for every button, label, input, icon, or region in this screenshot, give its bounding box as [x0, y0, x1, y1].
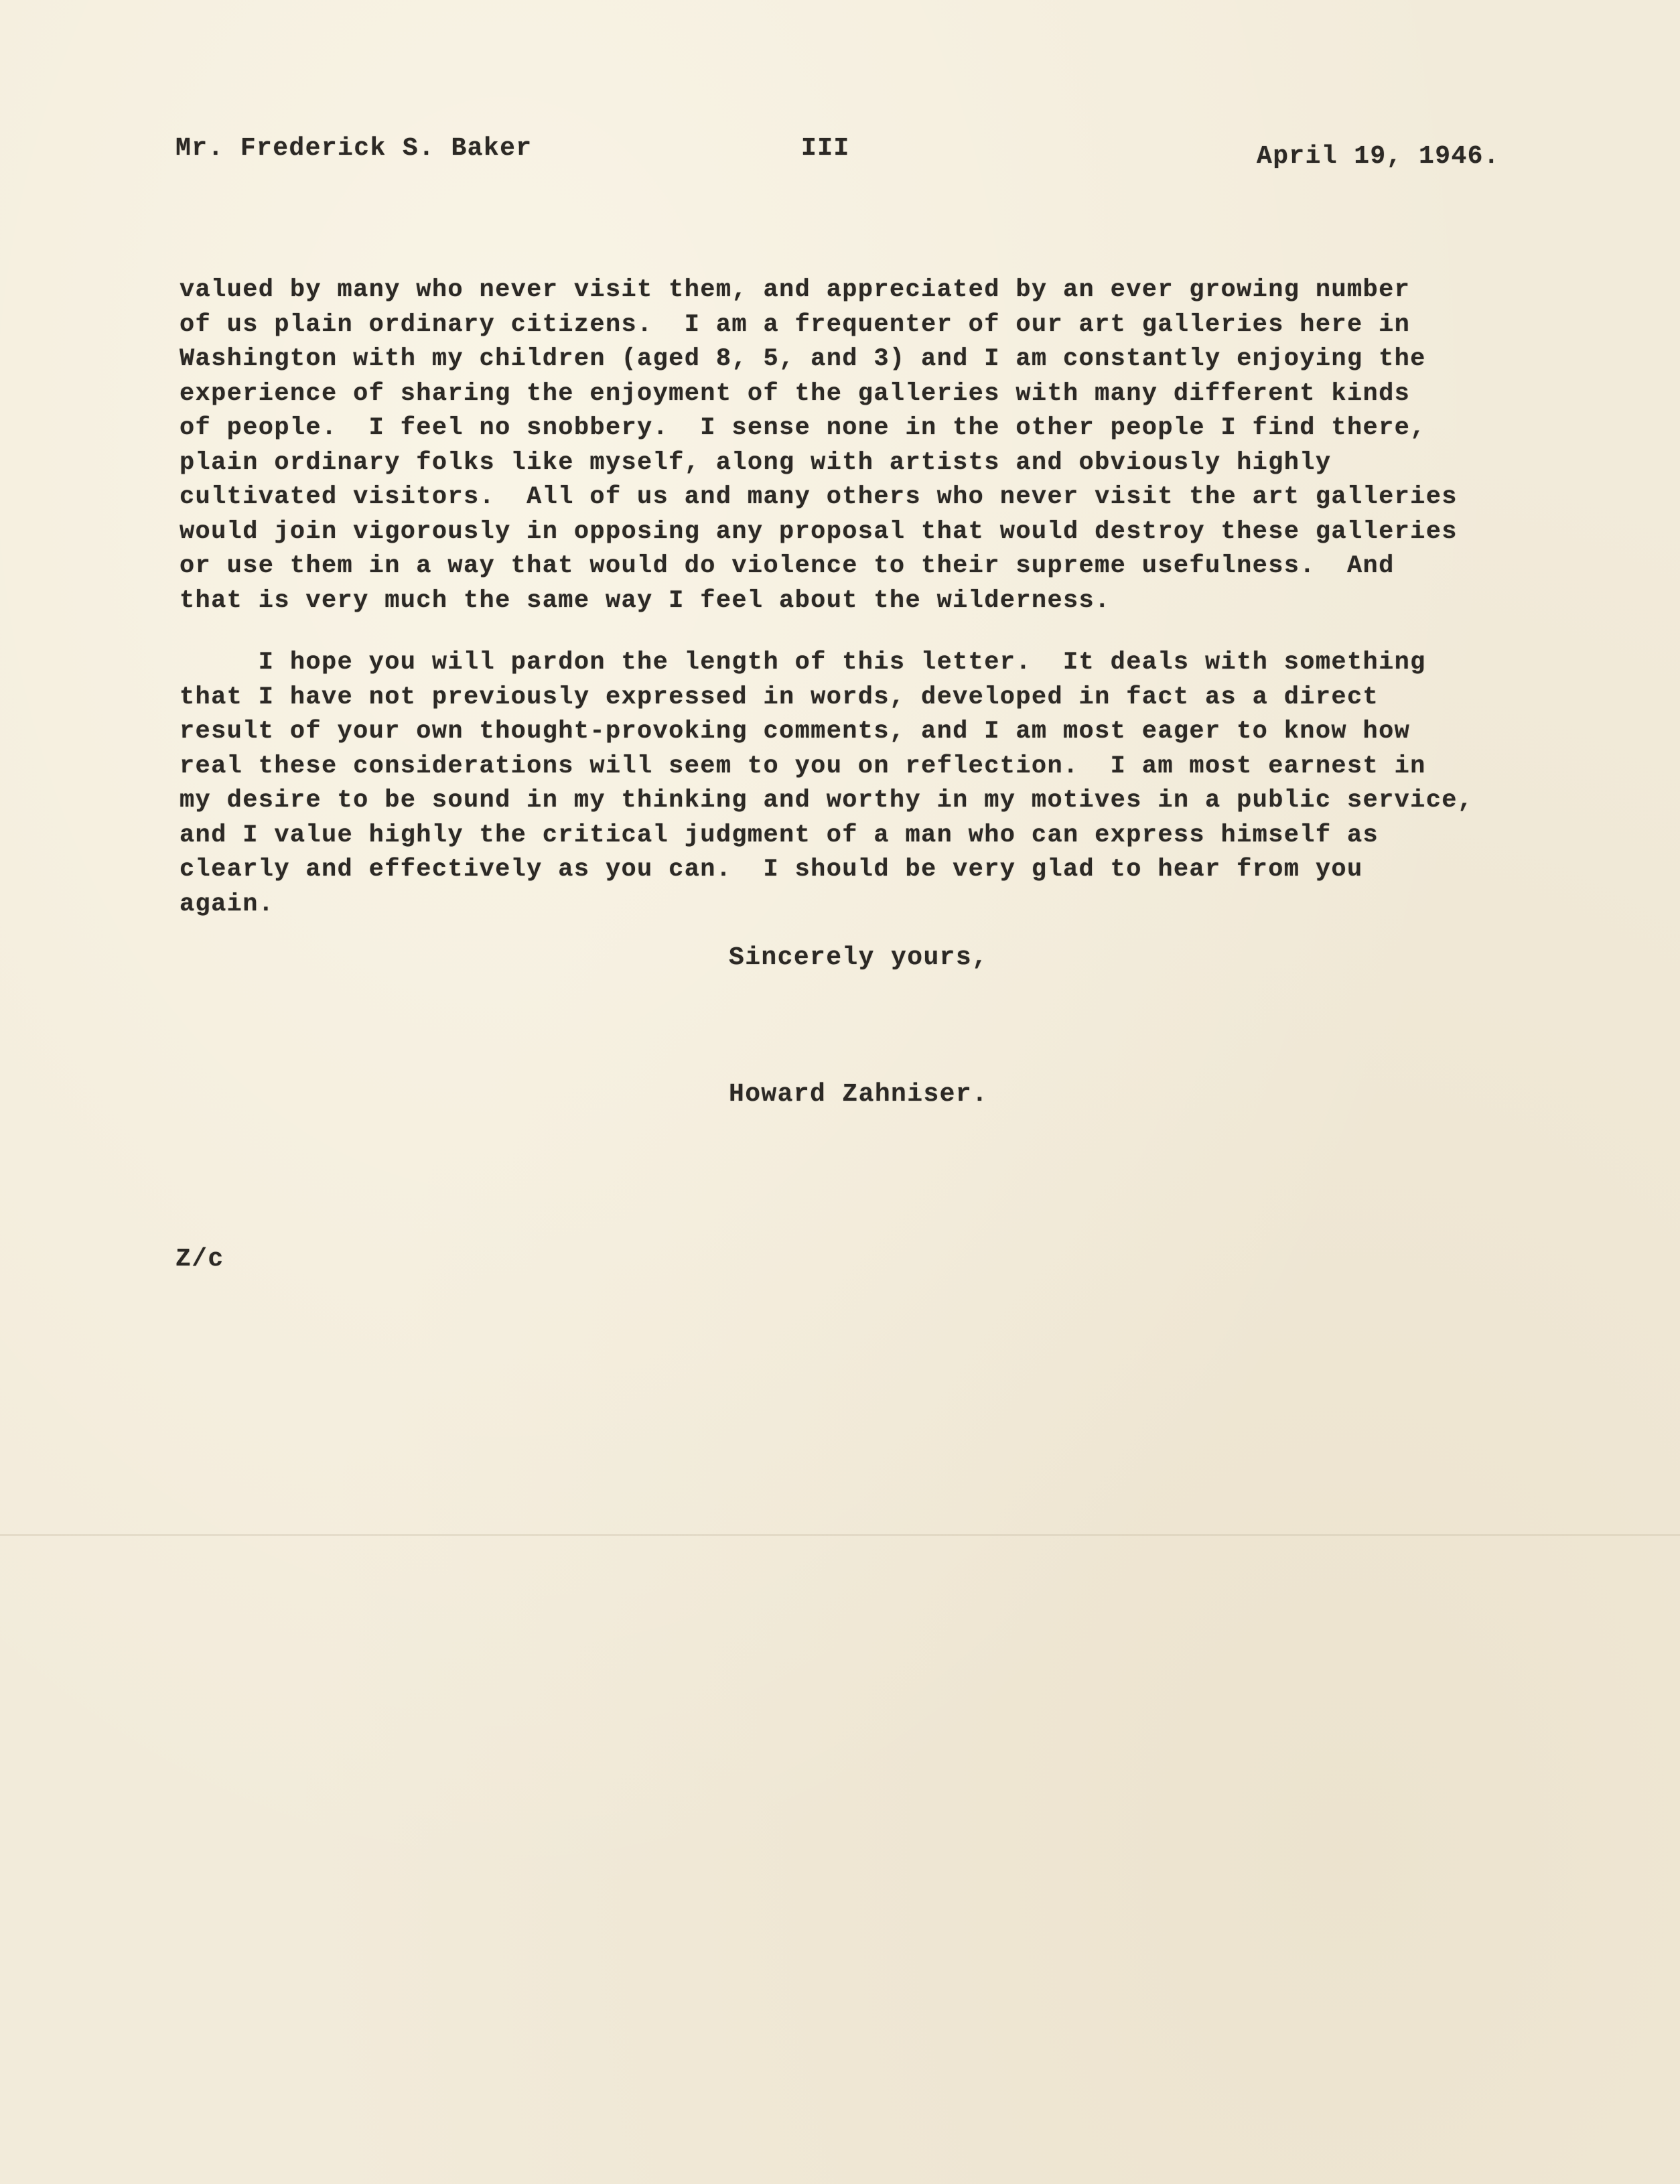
text-line: cultivated visitors. All of us and many others who never visit the art galleries: [180, 483, 1458, 511]
page-number: III: [801, 134, 850, 163]
text-line: would join vigorously in opposing any proposal that would destroy these galleries: [180, 517, 1458, 546]
addressee-header: Mr. Frederick S. Baker: [176, 134, 533, 163]
text-line: of people. I feel no snobbery. I sense none in the other people I find there,: [180, 414, 1426, 442]
text-line: real these considerations will seem to you on reflection. I am most earnest in: [180, 752, 1426, 780]
text-line: valued by many who never visit them, and appreciated by an ever growing number: [180, 276, 1411, 304]
text-line: or use them in a way that would do violence to their supreme usefulness. And: [180, 552, 1395, 580]
text-line: clearly and effectively as you can. I should be very glad to hear from you: [180, 856, 1363, 884]
text-line: and I value highly the critical judgment of a man who can express himself as: [180, 821, 1379, 849]
paragraph-2: [180, 646, 1473, 922]
text-line: experience of sharing the enjoyment of the galleries with many different kinds: [180, 379, 1411, 408]
paragraph-1: [180, 273, 1458, 618]
text-line: Washington with my children (aged 8, 5, and 3) and I am constantly enjoying the: [180, 345, 1426, 373]
paper-fold-line: [0, 1534, 1680, 1536]
text-line: plain ordinary folks like myself, along with artists and obviously highly: [180, 448, 1332, 477]
text-line: of us plain ordinary citizens. I am a frequenter of our art galleries here in: [180, 310, 1411, 339]
typist-initials: Z/c: [176, 1245, 224, 1274]
closing: Sincerely yours,: [729, 943, 989, 972]
text-line: that I have not previously expressed in words, developed in fact as a direct: [180, 683, 1379, 711]
text-line: I hope you will pardon the length of this letter. It deals with something: [180, 649, 1426, 677]
text-line: result of your own thought-provoking comments, and I am most eager to know how: [180, 718, 1411, 746]
text-line: my desire to be sound in my thinking and worthy in my motives in a public service,: [180, 787, 1474, 815]
text-line: that is very much the same way I feel about the wilderness.: [180, 586, 1111, 615]
letter-date: April 19, 1946.: [1257, 142, 1500, 171]
signature-name: Howard Zahniser.: [729, 1080, 989, 1109]
text-line: again.: [180, 890, 275, 918]
